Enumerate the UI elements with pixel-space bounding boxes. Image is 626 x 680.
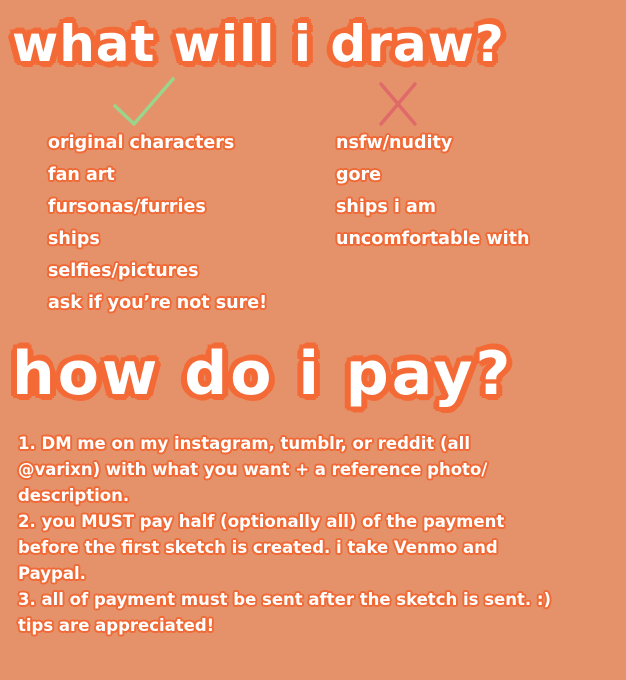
will-not-draw-item: uncomfortable with bbox=[336, 229, 530, 249]
what-will-i-draw-heading: what will i draw? bbox=[12, 15, 505, 73]
will-draw-item: fursonas/furries bbox=[48, 197, 206, 217]
instruction-line: description. bbox=[18, 486, 130, 505]
instruction-line: 1. DM me on my instagram, tumblr, or reddit (all bbox=[18, 434, 470, 453]
will-not-draw-item: nsfw/nudity bbox=[336, 133, 453, 153]
how-do-i-pay-heading: how do i pay? bbox=[12, 339, 514, 409]
payment-instructions bbox=[18, 431, 618, 639]
will-not-draw-list bbox=[336, 127, 529, 255]
will-draw-item: original characters bbox=[48, 133, 235, 153]
will-draw-item: ask if you’re not sure! bbox=[48, 293, 268, 313]
instruction-line: before the first sketch is created. i take Venmo and bbox=[18, 538, 498, 557]
instruction-line: 2. you MUST pay half (optionally all) of the payment bbox=[18, 512, 505, 531]
instruction-line: Paypal. bbox=[18, 564, 86, 583]
will-draw-item: ships bbox=[48, 229, 100, 249]
will-not-draw-item: gore bbox=[336, 165, 382, 185]
check-mark-icon bbox=[112, 76, 176, 128]
instruction-line: @varixn) with what you want + a reference photo/ bbox=[18, 460, 488, 479]
will-draw-list bbox=[48, 127, 267, 319]
instruction-line: tips are appreciated! bbox=[18, 616, 215, 635]
will-not-draw-item: ships i am bbox=[336, 197, 437, 217]
will-draw-item: selfies/pictures bbox=[48, 261, 199, 281]
will-draw-item: fan art bbox=[48, 165, 115, 185]
instruction-line: 3. all of payment must be sent after the sketch is sent. :) bbox=[18, 590, 551, 609]
x-mark-icon bbox=[376, 80, 420, 128]
